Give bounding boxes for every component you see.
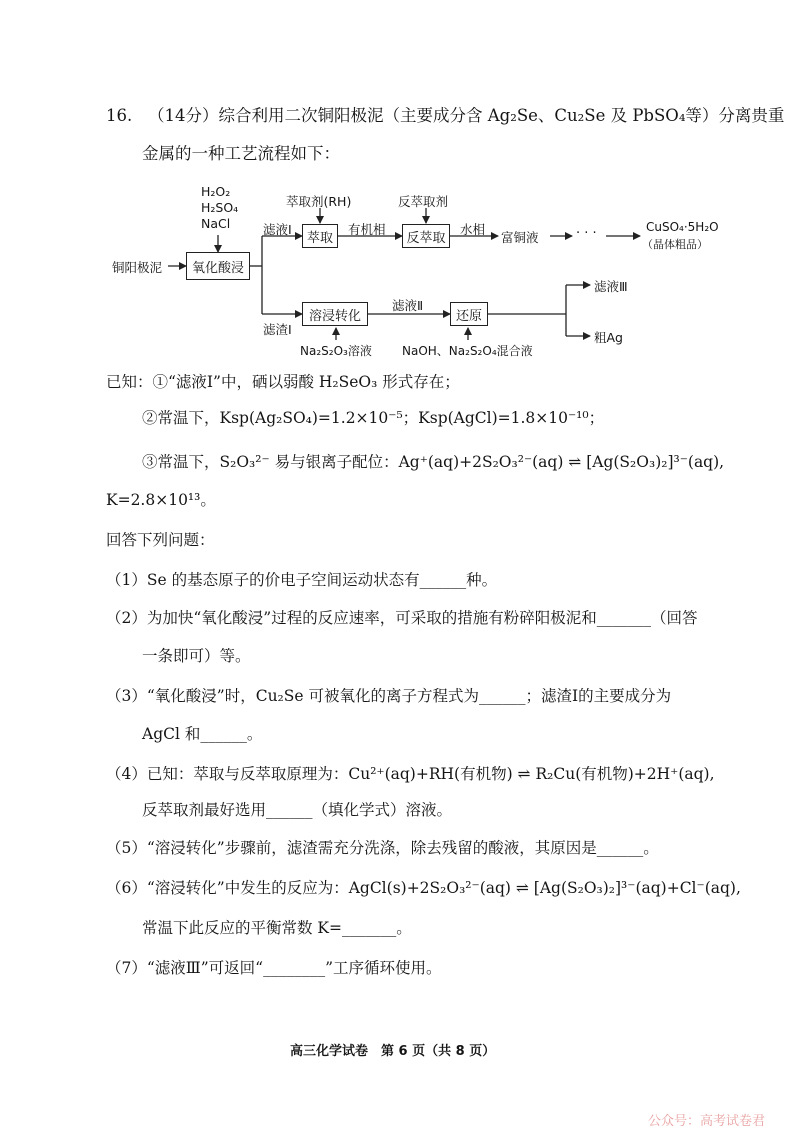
label-ellipsis: · · · (576, 226, 597, 241)
start-material: 铜阳极泥 (112, 260, 163, 275)
label-product: CuSO₄·5H₂O (646, 220, 719, 234)
sub-question-3-line1: （3）“氧化酸浸”时，Cu₂Se 可被氧化的离子方程式为______；滤渣Ⅰ的主要成分为 (106, 687, 672, 705)
sub-question-5: （5）“溶浸转化”步骤前，滤渣需充分洗涤，除去残留的酸液，其原因是______。 (106, 839, 659, 857)
label-back-extractant: 反萃取剂 (398, 194, 449, 209)
sub-question-7: （7）“滤液Ⅲ”可返回“________”工序循环使用。 (106, 959, 442, 977)
sub-question-4-line2: 反萃取剂最好选用______（填化学式）溶液。 (142, 801, 453, 819)
label-filtrate-3: 滤液Ⅲ (594, 279, 628, 294)
box-oxidation-leach: 氧化酸浸 (186, 252, 250, 280)
watermark: 公众号：高考试卷君 (648, 1114, 766, 1129)
label-residue-1: 滤渣Ⅰ (263, 322, 292, 337)
question-number: 16. (106, 106, 133, 125)
question-stem-line2: 金属的一种工艺流程如下： (142, 144, 340, 163)
label-reagent-thiosulfate: Na₂S₂O₃溶液 (300, 344, 372, 358)
sub-question-6-line1: （6）“溶浸转化”中发生的反应为：AgCl(s)+2S₂O₃²⁻(aq) ⇌ [Ag(S₂O₃)₂]³⁻(aq)+Cl⁻(aq), (106, 879, 741, 897)
known-1: 已知：①“滤液Ⅰ”中，硒以弱酸 H₂SeO₃ 形式存在； (106, 373, 460, 391)
box-back-extract: 反萃取 (402, 224, 450, 248)
question-stem-line1: （14分）综合利用二次铜阳极泥（主要成分含 Ag₂Se、Cu₂Se 及 PbSO₄等）分离贵重 (148, 106, 785, 125)
label-filtrate-1: 滤液Ⅰ (263, 222, 292, 237)
sub-question-1: （1）Se 的基态原子的价电子空间运动状态有______种。 (106, 571, 498, 589)
box-dissolve-convert: 溶浸转化 (302, 302, 368, 326)
label-crude-silver: 粗Ag (594, 330, 623, 345)
sub-question-4-line1: （4）已知：萃取与反萃取原理为：Cu²⁺(aq)+RH(有机物) ⇌ R₂Cu(有机物)+2H⁺(aq), (106, 765, 715, 783)
sub-question-6-line2: 常温下此反应的平衡常数 K=_______。 (142, 919, 412, 937)
sub-question-2-line1: （2）为加快“氧化酸浸”过程的反应速率，可采取的措施有粉碎阳极泥和_______（回答 (106, 609, 698, 627)
sub-question-2-line2: 一条即可）等。 (142, 647, 251, 665)
label-organic-phase: 有机相 (348, 222, 386, 237)
label-reagent-reduce: NaOH、Na₂S₂O₄混合液 (402, 344, 533, 358)
oxidation-reagents (201, 184, 238, 232)
label-water-phase: 水相 (460, 222, 486, 237)
known-2: ②常温下，Ksp(Ag₂SO₄)=1.2×10⁻⁵；Ksp(AgCl)=1.8×10⁻¹⁰； (142, 409, 605, 427)
label-product-note: （晶体粗品） (642, 238, 708, 251)
known-3: ③常温下，S₂O₃²⁻ 易与银离子配位：Ag⁺(aq)+2S₂O₃²⁻(aq) ⇌ [Ag(S₂O₃)₂]³⁻(aq), (142, 453, 725, 471)
label-extractant: 萃取剂(RH) (286, 194, 352, 209)
reagent-nacl: NaCl (201, 216, 231, 231)
answer-prompt: 回答下列问题： (106, 531, 215, 549)
page-footer: 高三化学试卷 第 6 页（共 8 页） (290, 1044, 496, 1059)
reagent-h2so4: H₂SO₄ (201, 200, 239, 215)
known-3-constant: K=2.8×10¹³。 (106, 491, 216, 509)
label-copper-rich-liquid: 富铜液 (501, 230, 539, 245)
box-reduce: 还原 (450, 302, 488, 326)
reagent-h2o2: H₂O₂ (201, 184, 231, 199)
sub-question-3-line2: AgCl 和______。 (142, 725, 263, 743)
label-filtrate-2: 滤液Ⅱ (392, 298, 424, 313)
box-extract: 萃取 (302, 224, 338, 248)
